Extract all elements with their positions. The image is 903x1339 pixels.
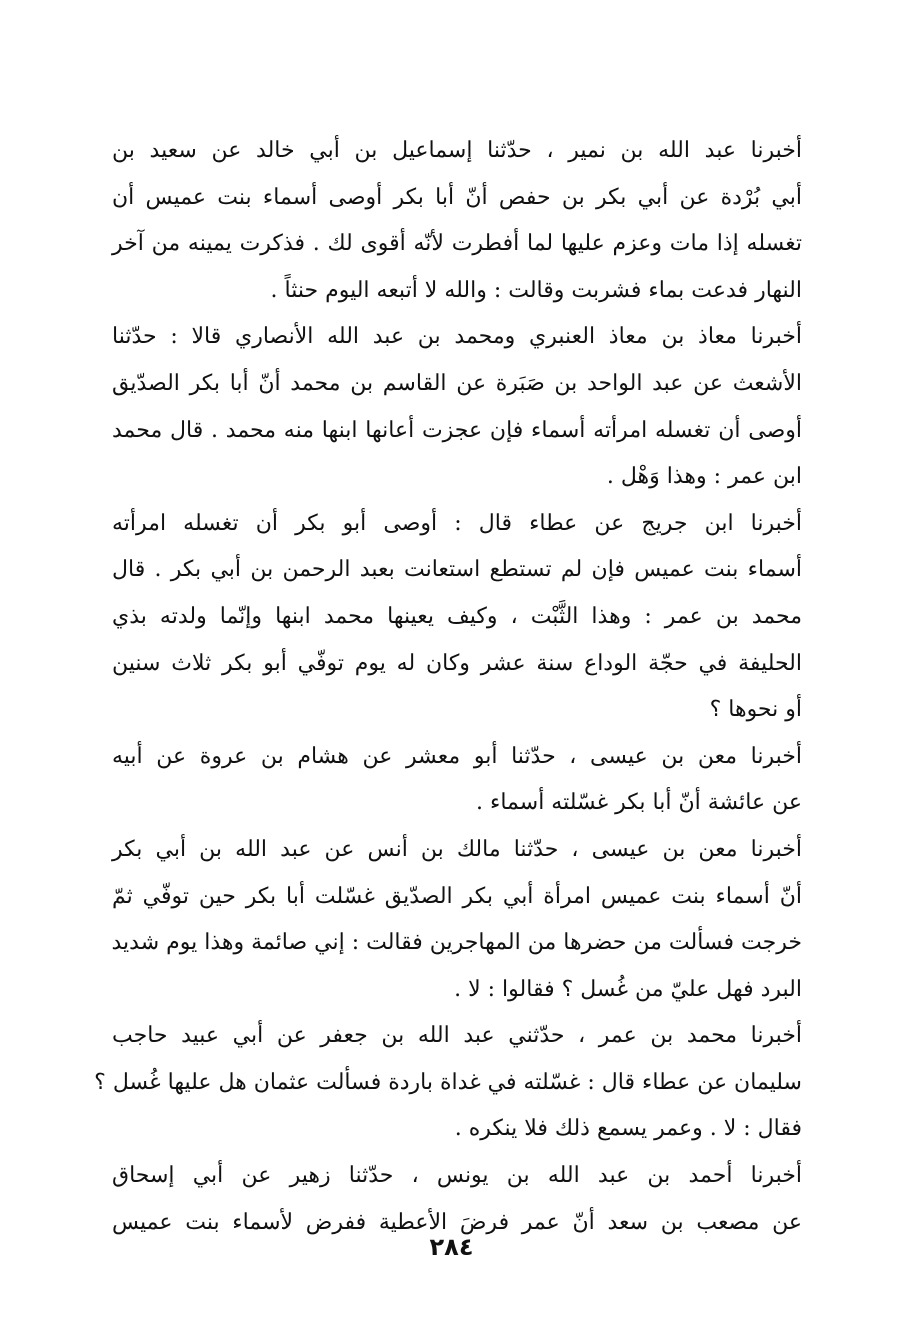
page-body-text — [94, 128, 802, 1246]
text-line: أخبرنا معاذ بن معاذ العنبري ومحمد بن عبد الله الأنصاري قالا : حدّثنا — [112, 324, 802, 350]
text-line: أنّ أسماء بنت عميس امرأة أبي بكر الصدّيق غسّلت أبا بكر حين توفّي ثمّ — [112, 883, 802, 909]
text-line: البرد فهل عليّ من غُسل ؟ فقالوا : لا . — [454, 976, 802, 1002]
text-line: الأشعث عن عبد الواحد بن صَبَرة عن القاسم بن محمد أنّ أبا بكر الصدّيق — [112, 370, 802, 396]
text-line: أخبرنا ابن جريج عن عطاء قال : أوصى أبو بكر أن تغسله امرأته — [112, 510, 802, 536]
text-line: أوصى أن تغسله امرأته أسماء فإن عجزت أعانها ابنها منه محمد . قال محمد — [112, 417, 802, 443]
text-line: أسماء بنت عميس فإن لم تستطع استعانت بعبد الرحمن بن أبي بكر . قال — [112, 557, 802, 583]
text-line: أخبرنا معن بن عيسى ، حدّثنا مالك بن أنس عن عبد الله بن أبي بكر — [112, 836, 802, 862]
text-line: الحليفة في حجّة الوداع سنة عشر وكان له يوم توفّي أبو بكر ثلاث سنين — [112, 650, 802, 676]
text-line: النهار فدعت بماء فشربت وقالت : والله لا أتبعه اليوم حنثاً . — [270, 277, 802, 303]
text-line: ابن عمر : وهذا وَهْل . — [606, 464, 802, 490]
text-line: أبي بُرْدة عن أبي بكر بن حفص أنّ أبا بكر أوصى أسماء بنت عميس أن — [112, 184, 802, 210]
text-line: عن مصعب بن سعد أنّ عمر فرضَ الأعطية ففرض لأسماء بنت عميس — [112, 1209, 802, 1235]
text-line: فقال : لا . وعمر يسمع ذلك فلا ينكره . — [454, 1116, 802, 1142]
paragraph-1 — [112, 128, 802, 314]
text-line: سليمان عن عطاء قال : غسّلته في غداة باردة فسألت عثمان هل عليها غُسل ؟ — [94, 1069, 802, 1095]
paragraph-5 — [112, 827, 802, 1013]
paragraph-4 — [112, 734, 802, 827]
text-line: أخبرنا معن بن عيسى ، حدّثنا أبو معشر عن هشام بن عروة عن أبيه — [112, 743, 802, 769]
paragraph-2 — [112, 314, 802, 500]
text-line: أخبرنا عبد الله بن نمير ، حدّثنا إسماعيل بن أبي خالد عن سعيد بن — [112, 138, 802, 163]
text-line: أخبرنا أحمد بن عبد الله بن يونس ، حدّثنا زهير عن أبي إسحاق — [112, 1163, 802, 1189]
paragraph-6 — [94, 1013, 802, 1153]
text-line: أخبرنا محمد بن عمر ، حدّثني عبد الله بن جعفر عن أبي عبيد حاجب — [112, 1023, 802, 1049]
text-line: أو نحوها ؟ — [709, 697, 802, 723]
text-line: تغسله إذا مات وعزم عليها لما أفطرت لأنّه أقوى لك . فذكرت يمينه من آخر — [112, 231, 802, 257]
text-line: عن عائشة أنّ أبا بكر غسّلته أسماء . — [476, 790, 802, 816]
text-line: خرجت فسألت من حضرها من المهاجرين فقالت : إني صائمة وهذا يوم شديد — [111, 930, 802, 956]
text-line: محمد بن عمر : وهذا الثَّبْت ، وكيف يعينها محمد ابنها وإنّما ولدته بذي — [112, 603, 802, 629]
page-number: ٢٨٤ — [429, 1233, 474, 1261]
paragraph-3 — [112, 501, 802, 734]
